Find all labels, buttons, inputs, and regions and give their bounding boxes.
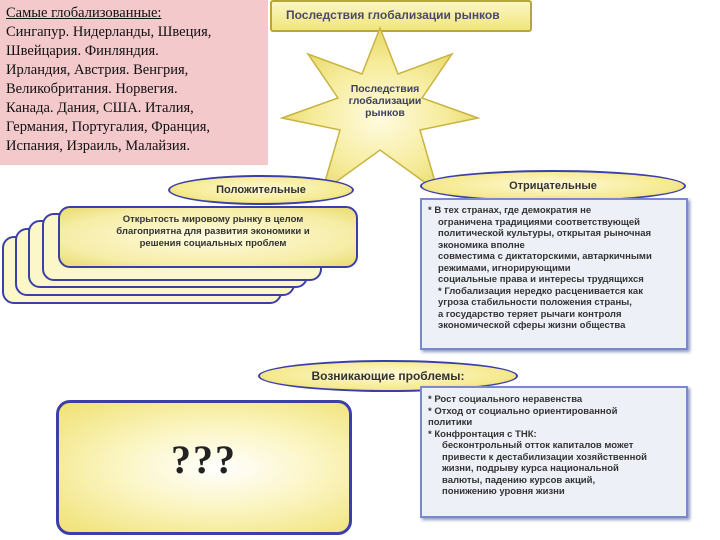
problems-line: жизни, подрыву курса национальной	[442, 463, 619, 474]
negative-line: * В тех странах, где демократия не	[428, 205, 592, 216]
problems-line: политики	[428, 417, 473, 428]
negative-line: режимами, игнорирующими	[438, 262, 571, 274]
negative-line: угроза стабильности положения страны,	[438, 297, 632, 308]
globalized-line: Германия, Португалия, Франция,	[6, 119, 211, 135]
negative-line: ограничена традициями соответствующей	[438, 216, 641, 228]
globalized-line: Великобритания. Норвегия.	[6, 81, 178, 97]
problems-line: валюты, падению курсов акций,	[442, 474, 596, 486]
star-line: рынков	[365, 107, 405, 119]
positive-line: решения социальных проблем	[139, 238, 287, 249]
globalized-line: Сингапур. Нидерланды, Швеция,	[6, 24, 212, 40]
globalized-title: Самые глобализованные:	[6, 5, 162, 21]
problems-line: привести к дестабилизации хозяйственной	[442, 451, 647, 463]
problems-oval: Возникающие проблемы:	[258, 360, 518, 392]
negative-line: а государство теряет рычаги контроля	[438, 308, 622, 320]
globalized-line: Канада. Дания, США. Италия,	[6, 100, 194, 116]
globalized-line: Швейцария. Финляндия.	[6, 43, 159, 59]
star-line: Последствия	[350, 83, 420, 95]
negative-line: экономика вполне	[438, 239, 525, 251]
positive-line: благоприятна для развития экономики и	[116, 226, 310, 237]
negative-line: экономической сферы жизни общества	[438, 320, 626, 331]
title-bar: Последствия глобализации рынков	[270, 0, 532, 32]
positive-oval: Положительные	[168, 175, 354, 205]
positive-card	[58, 206, 358, 268]
globalized-line: Испания, Израиль, Малайзия.	[6, 138, 190, 154]
negative-oval: Отрицательные	[420, 170, 686, 202]
problems-line: бесконтрольный отток капиталов может	[442, 440, 634, 451]
negative-line: * Глобализация нередко расценивается как	[438, 285, 643, 297]
globalized-line: Ирландия, Австрия. Венгрия,	[6, 62, 189, 78]
problems-line: * Отход от социально ориентированной	[428, 405, 618, 417]
problems-line: * Рост социального неравенства	[428, 394, 583, 405]
problems-line: * Конфронтация с ТНК:	[428, 428, 537, 440]
negative-box	[420, 198, 688, 350]
question-marks: ???	[171, 437, 237, 482]
positive-line: Открытость мировому рынку в целом	[122, 214, 304, 225]
star-label	[335, 83, 435, 119]
problems-box	[420, 386, 688, 518]
globalized-countries-box	[0, 0, 268, 165]
negative-line: политической культуры, открытая рыночная	[438, 228, 652, 239]
negative-line: совместима с диктаторскими, автаркичными	[438, 251, 652, 262]
star-line: глобализации	[348, 95, 422, 107]
problems-line: понижению уровня жизни	[442, 486, 565, 497]
negative-line: социальные права и интересы трудящихся	[438, 274, 644, 285]
